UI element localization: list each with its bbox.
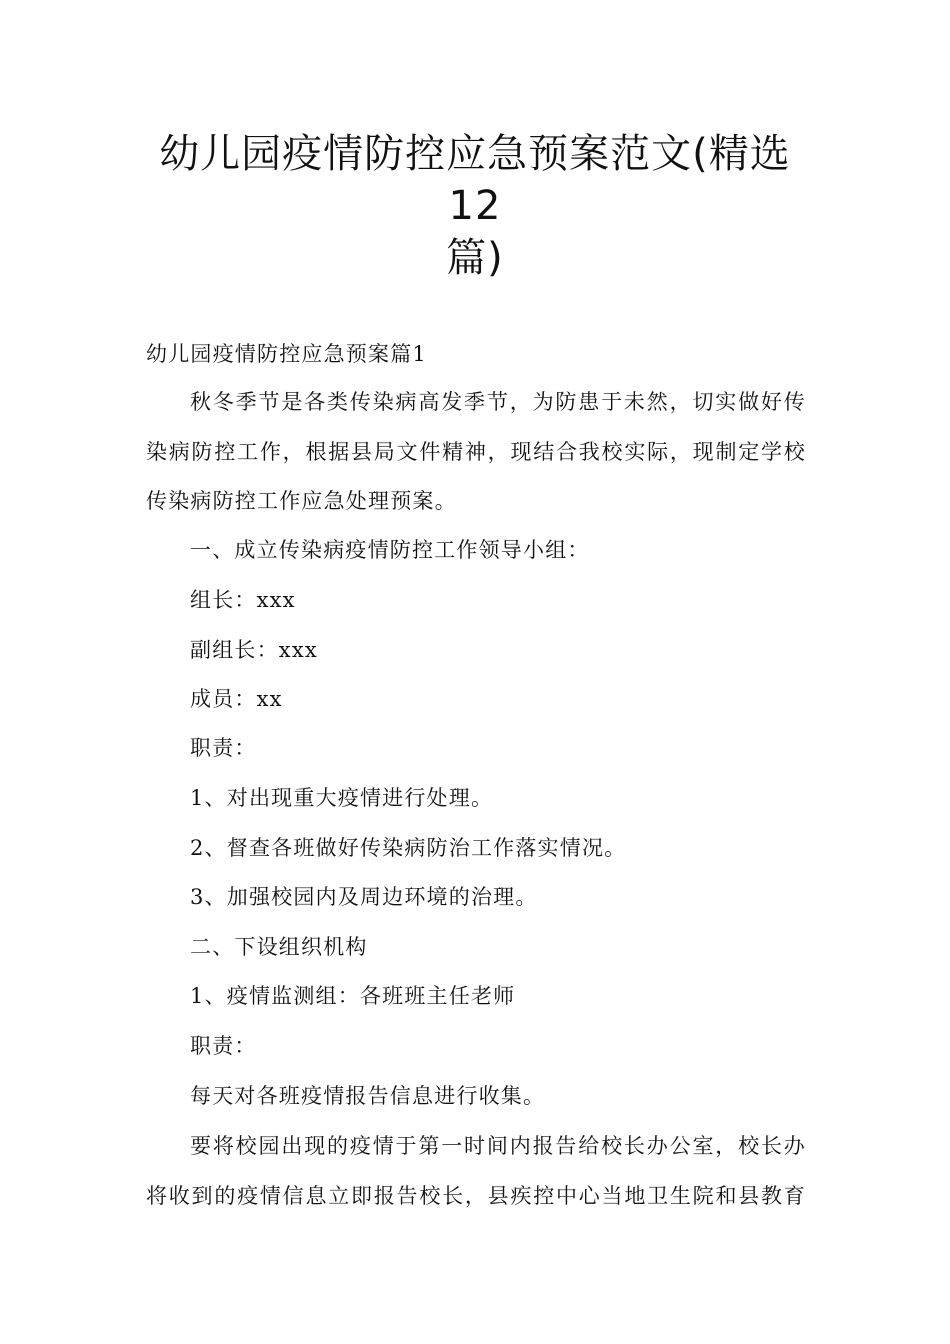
list-item: 职责： bbox=[190, 1034, 257, 1058]
list-item: 一、成立传染病疫情防控工作领导小组： bbox=[190, 538, 590, 562]
list-item: 组长：xxx bbox=[190, 588, 296, 612]
list-item: 成员：xx bbox=[190, 687, 283, 711]
list-item: 1、对出现重大疫情进行处理。 bbox=[190, 786, 494, 810]
list-item: 二、下设组织机构 bbox=[190, 935, 368, 959]
paragraph-line: 秋冬季节是各类传染病高发季节，为防患于未然，切实做好传 bbox=[190, 390, 806, 414]
paragraph-line: 要将校园出现的疫情于第一时间内报告给校长办公室，校长办 bbox=[190, 1134, 806, 1158]
section-heading: 幼儿园疫情防控应急预案篇1 bbox=[146, 342, 427, 366]
list-item: 副组长：xxx bbox=[190, 638, 318, 662]
paragraph-line: 将收到的疫情信息立即报告校长，县疾控中心当地卫生院和县教育 bbox=[146, 1184, 806, 1208]
paragraph-line: 染病防控工作，根据县局文件精神，现结合我校实际，现制定学校 bbox=[146, 440, 806, 464]
title-line: 幼儿园疫情防控应急预案范文(精选12 bbox=[159, 131, 791, 229]
title-line: 篇) bbox=[446, 235, 504, 281]
list-item: 每天对各班疫情报告信息进行收集。 bbox=[190, 1084, 546, 1108]
list-item: 1、疫情监测组：各班班主任老师 bbox=[190, 984, 516, 1008]
list-item: 职责： bbox=[190, 736, 257, 760]
document-title bbox=[140, 128, 810, 284]
list-item: 3、加强校园内及周边环境的治理。 bbox=[190, 885, 538, 909]
paragraph-line: 传染病防控工作应急处理预案。 bbox=[146, 489, 457, 513]
list-item: 2、督查各班做好传染病防治工作落实情况。 bbox=[190, 836, 627, 860]
